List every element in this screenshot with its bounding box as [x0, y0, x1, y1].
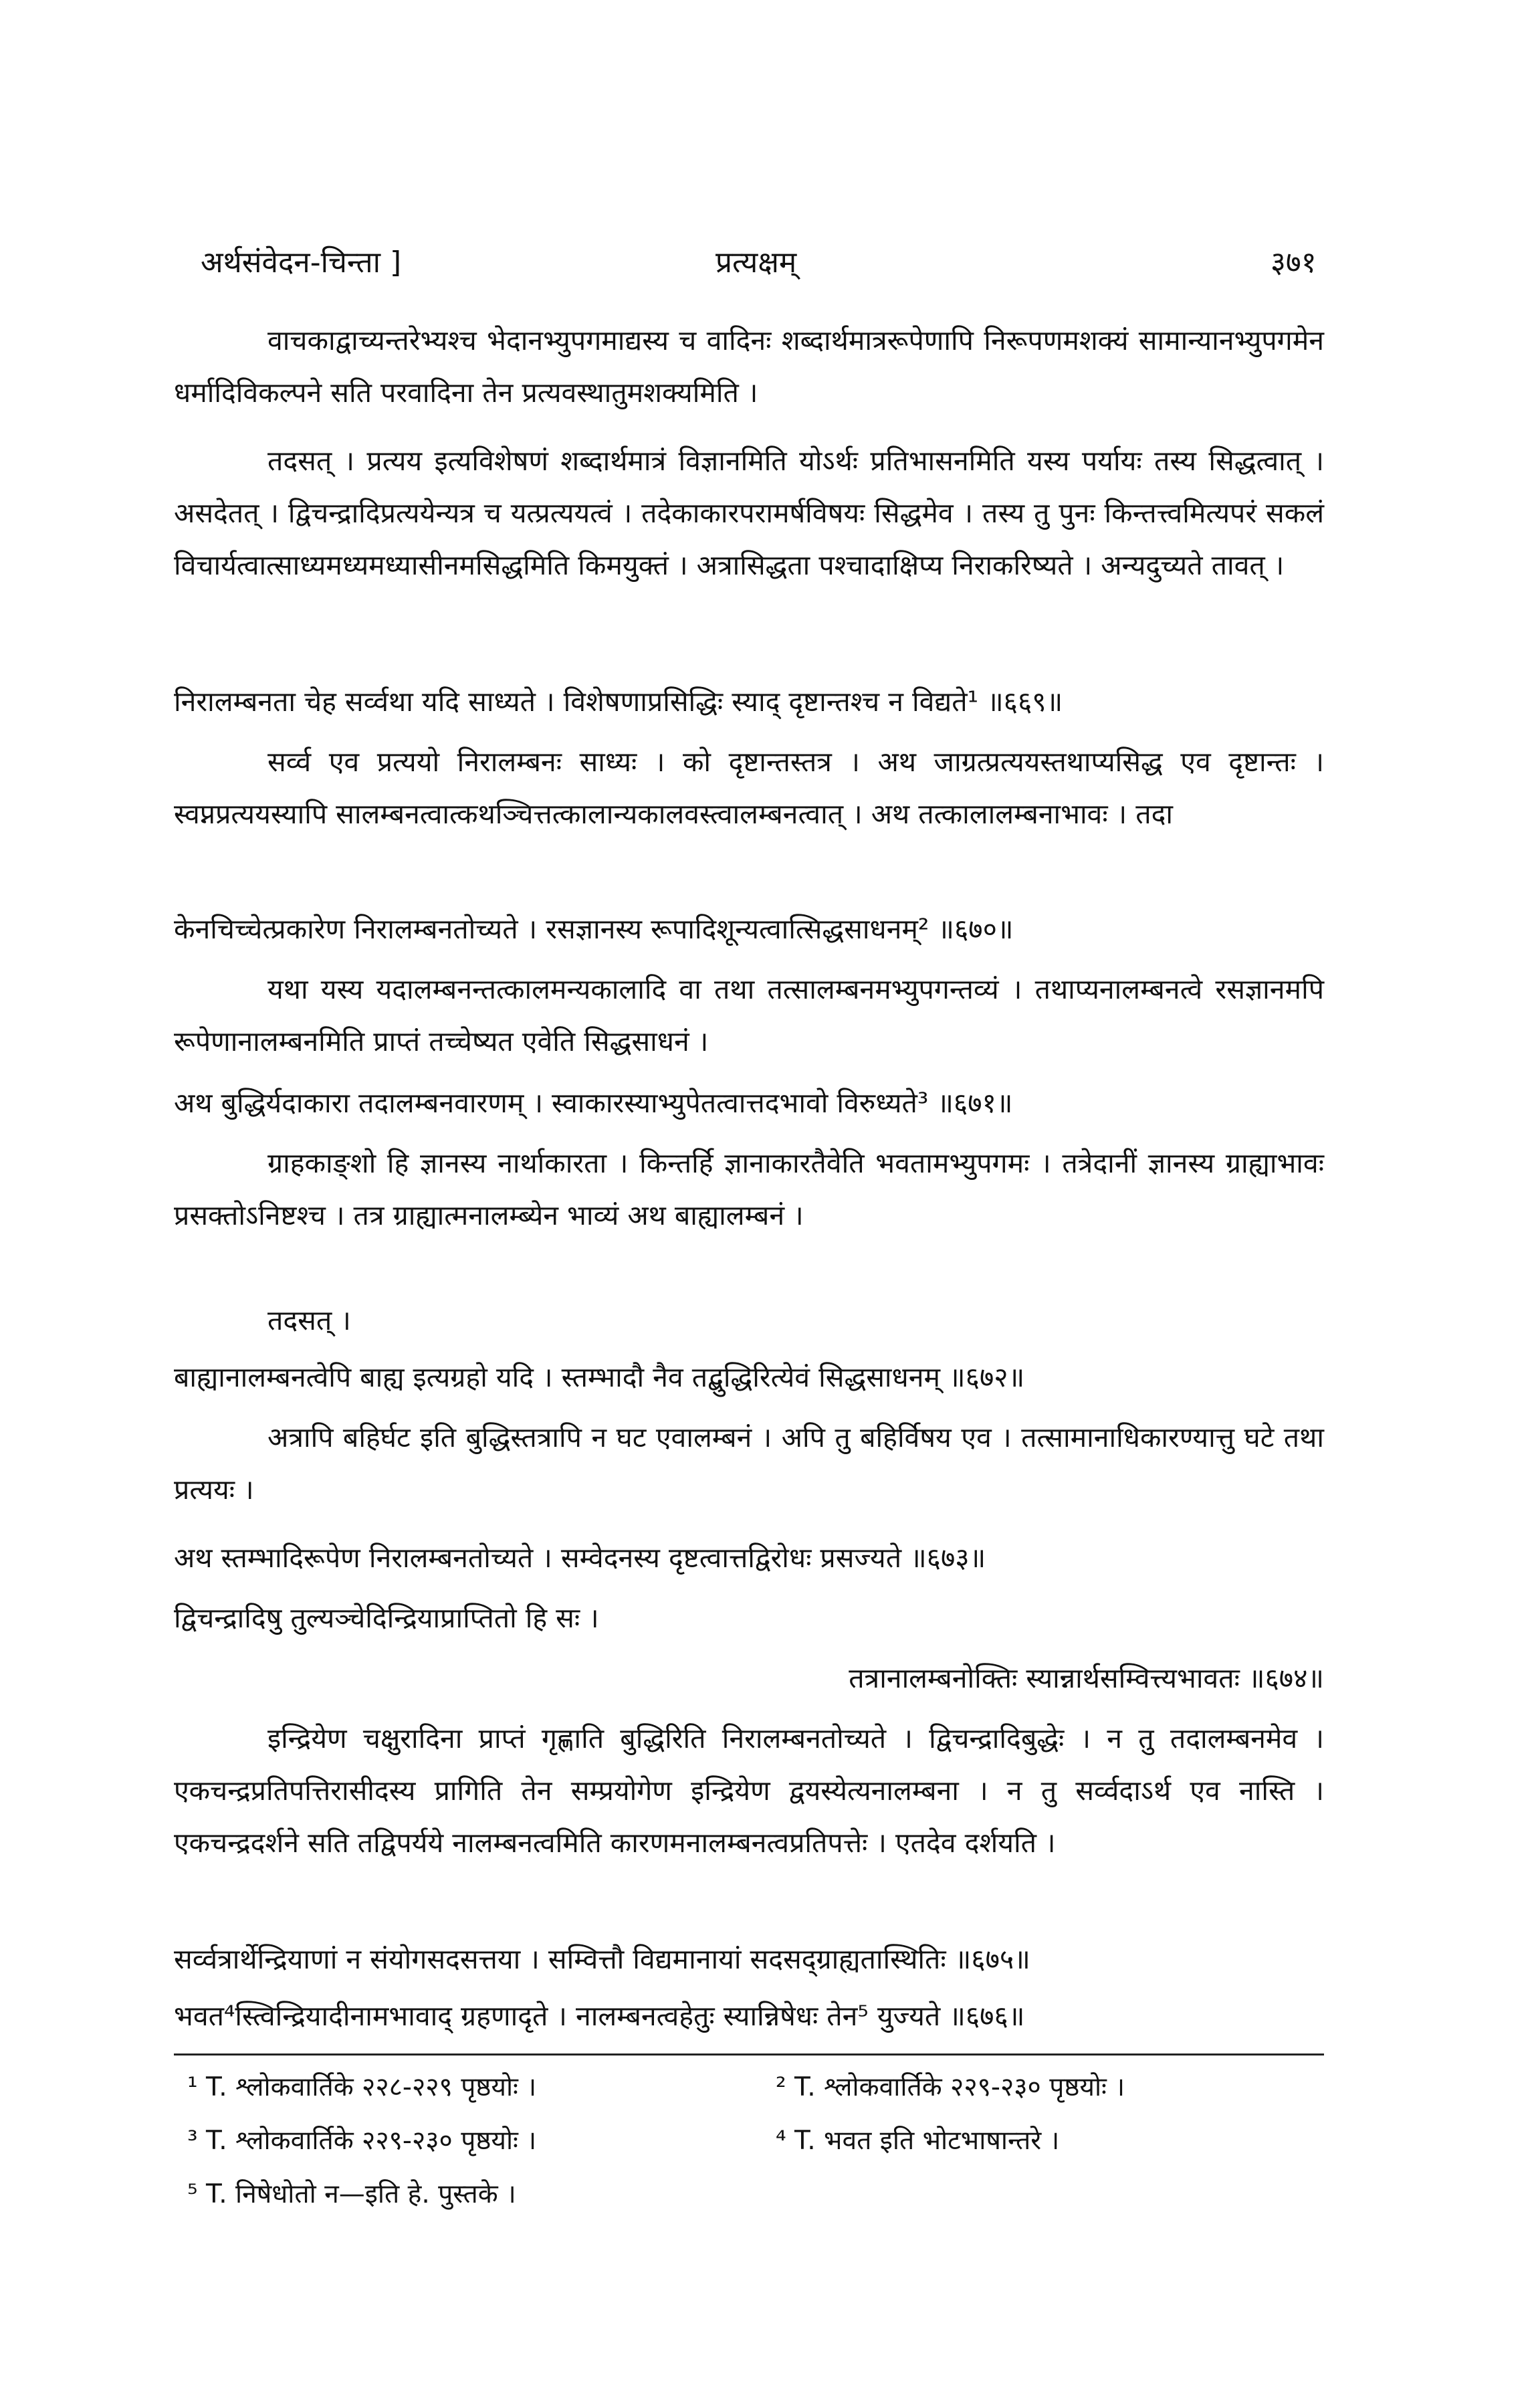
- verse-line: भवत⁴स्त्विन्द्रियादीनामभावाद् ग्रहणादृते । नालम्बनत्वहेतुः स्यान्निषेधः तेन⁵ युज्यते ॥६७६॥: [174, 2000, 1025, 2032]
- prose-paragraph: इन्द्रियेण चक्षुरादिना प्राप्तं गृह्णाति बुद्धिरिति निरालम्बनतोच्यते । द्विचन्द्रादिबुद्धेः । न तु तदालम्बनमेव । एकचन्द्रप्रतिपत्तिरासीदस्य प्रागिति तेन सम्प्रयोगेण इन्द्रियेण द्वयस्येत्यनालम्बना । न तु सर्व्वदाऽर्थ एव नास्ति । एकचन्द्रदर्शने सति तद्विपर्यये नालम्बनत्वमिति कारणमनालम्बनत्वप्रतिपत्तेः । एतदेव दर्शयति ।: [174, 1722, 1324, 1859]
- verse-line: द्विचन्द्रादिषु तुल्यञ्चेदिन्द्रियाप्राप्तितो हि सः ।: [174, 1602, 599, 1634]
- footnote: ⁴ T. भवत इति भोटभाषान्तरे ।: [776, 2126, 1060, 2156]
- page-number: ३७१: [1271, 245, 1317, 280]
- verse-line: बाह्यानालम्बनत्वेपि बाह्य इत्यग्रहो यदि । स्तम्भादौ नैव तद्बुद्धिरित्येवं सिद्धसाधनम् ॥६७२॥: [174, 1361, 1025, 1393]
- verse-line: निरालम्बनता चेह सर्व्वथा यदि साध्यते । विशेषणाप्रसिद्धिः स्याद् दृष्टान्तश्च न विद्यते¹ ॥६६९॥: [174, 686, 1063, 718]
- verse-line: तत्रानालम्बनोक्तिः स्यान्नार्थसम्वित्त्यभावतः ॥६७४॥: [849, 1662, 1324, 1694]
- prose-paragraph: यथा यस्य यदालम्बनन्तत्कालमन्यकालादि वा तथा तत्सालम्बनमभ्युपगन्तव्यं । तथाप्यनालम्बनत्वे रसज्ञानमपि रूपेणानालम्बनमिति प्राप्तं तच्चेष्यत एवेति सिद्धसाधनं ।: [174, 973, 1324, 1058]
- footnote: ¹ T. श्लोकवार्तिके २२८-२२९ पृष्ठयोः ।: [187, 2072, 537, 2102]
- running-header-chapter: अर्थसंवेदन-चिन्ता ]: [201, 245, 402, 280]
- prose-paragraph: वाचकाद्वाच्यन्तरेभ्यश्च भेदानभ्युपगमाद्यस्य च वादिनः शब्दार्थमात्ररूपेणापि निरूपणमशक्यं सामान्यानभ्युपगमेन धर्मादिविकल्पने सति परवादिना तेन प्रत्यवस्थातुमशक्यमिति ।: [174, 324, 1324, 409]
- running-header-title: प्रत्यक्षम्: [716, 245, 797, 280]
- verse-line: अथ बुद्धिर्यदाकारा तदालम्बनवारणम् । स्वाकारस्याभ्युपेतत्वात्तदभावो विरुध्यते³ ॥६७१॥: [174, 1087, 1013, 1119]
- footnote-divider: [174, 2053, 1324, 2055]
- footnote: ⁵ T. निषेधोतो न—इति हे. पुस्तके ।: [187, 2179, 516, 2209]
- prose-paragraph: अत्रापि बहिर्घट इति बुद्धिस्तत्रापि न घट एवालम्बनं । अपि तु बहिर्विषय एव । तत्सामानाधिकारण्यात्तु घटे तथा प्रत्ययः ।: [174, 1421, 1324, 1506]
- verse-line: अथ स्तम्भादिरूपेण निरालम्बनतोच्यते । सम्वेदनस्य दृष्टत्वात्तद्विरोधः प्रसज्यते ॥६७३॥: [174, 1542, 986, 1574]
- footnote: ² T. श्लोकवार्तिके २२९-२३० पृष्ठयोः ।: [776, 2072, 1125, 2102]
- footnote: ³ T. श्लोकवार्तिके २२९-२३० पृष्ठयोः ।: [187, 2126, 537, 2156]
- prose-paragraph: तदसत् ।: [267, 1304, 351, 1336]
- verse-line: केनचिच्चेत्प्रकारेण निरालम्बनतोच्यते । रसज्ञानस्य रूपादिशून्यत्वात्सिद्धसाधनम्² ॥६७०॥: [174, 913, 1014, 945]
- prose-paragraph: तदसत् । प्रत्यय इत्यविशेषणं शब्दार्थमात्रं विज्ञानमिति योऽर्थः प्रतिभासनमिति यस्य पर्यायः तस्य सिद्धत्वात् । असदेतत् । द्विचन्द्रादिप्रत्ययेन्यत्र च यत्प्रत्ययत्वं । तदेकाकारपरामर्षविषयः सिद्धमेव । तस्य तु पुनः किन्तत्त्वमित्यपरं सकलं विचार्यत्वात्साध्यमध्यमध्यासीनमसिद्धमिति किमयुक्तं । अत्रासिद्धता पश्चादाक्षिप्य निराकरिष्यते । अन्यदुच्यते तावत् ।: [174, 445, 1324, 581]
- prose-paragraph: ग्राहकाङ्शो हि ज्ञानस्य नार्थाकारता । किन्तर्हि ज्ञानाकारतैवेति भवतामभ्युपगमः । तत्रेदानीं ज्ञानस्य ग्राह्याभावः प्रसक्तोऽनिष्टश्च । तत्र ग्राह्यात्मनालम्ब्येन भाव्यं अथ बाह्यालम्बनं ।: [174, 1147, 1324, 1231]
- prose-paragraph: सर्व्व एव प्रत्ययो निरालम्बनः साध्यः । को दृष्टान्तस्तत्र । अथ जाग्रत्प्रत्ययस्तथाप्यसिद्ध एव दृष्टान्तः । स्वप्नप्रत्ययस्यापि सालम्बनत्वात्कथञ्चित्तत्कालान्यकालवस्त्वालम्बनत्वात् । अथ तत्कालालम्बनाभावः । तदा: [174, 746, 1324, 830]
- verse-line: सर्व्वत्रार्थेन्द्रियाणां न संयोगसदसत्तया । सम्वित्तौ विद्यमानायां सदसद्ग्राह्यतास्थितिः ॥६७५॥: [174, 1943, 1030, 1975]
